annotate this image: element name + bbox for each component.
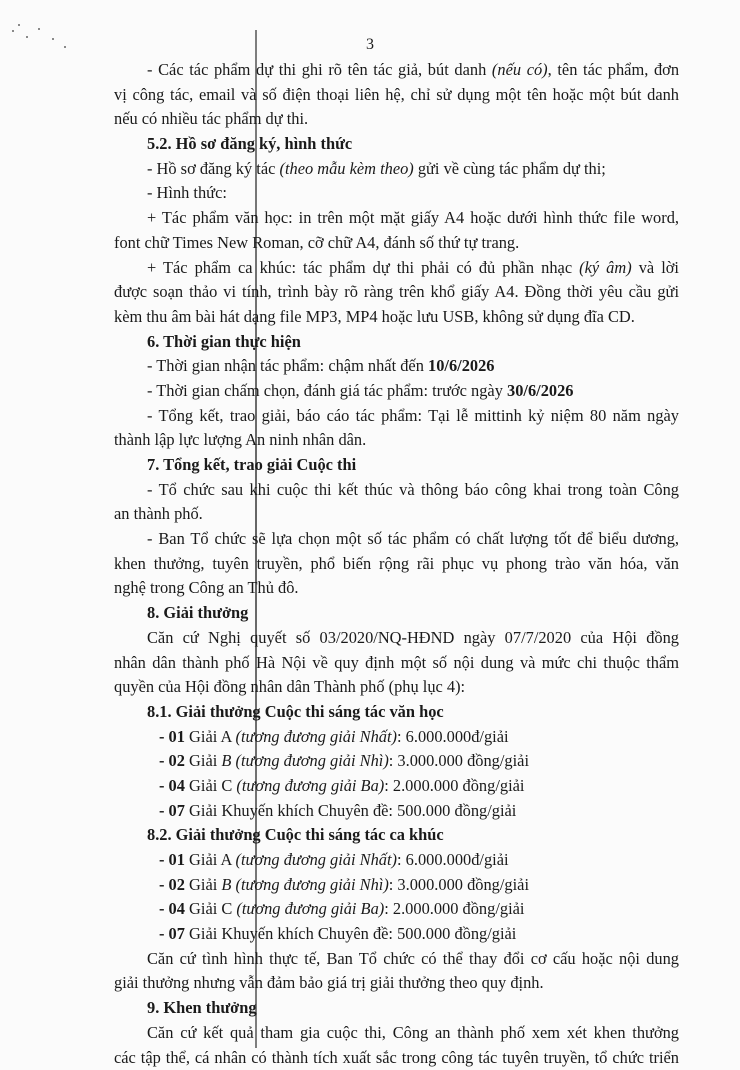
- prize-line: - 02 Giải B (tương đương giải Nhì): 3.000.000 đồng/giải: [114, 873, 679, 898]
- section-heading: 9. Khen thưởng: [114, 996, 679, 1021]
- paragraph-line: được soạn thảo vi tính, trình bày rõ ràng trên khổ giấy A4. Đồng thời yêu cầu gửi: [114, 280, 679, 305]
- paragraph-line: nghệ trong Công an Thủ đô.: [114, 576, 679, 601]
- paragraph-line: khen thưởng, tuyên truyền, phổ biến rộng rãi phục vụ phong trào văn hóa, văn: [114, 552, 679, 577]
- paragraph-line: - Các tác phẩm dự thi ghi rõ tên tác giả, bút danh (nếu có), tên tác phẩm, đơn: [114, 58, 679, 83]
- paragraph-line: - Thời gian nhận tác phẩm: chậm nhất đến 10/6/2026: [114, 354, 679, 379]
- paragraph-line: quyền của Hội đồng nhân dân Thành phố (phụ lục 4):: [114, 675, 679, 700]
- paragraph-line: + Tác phẩm văn học: in trên một mặt giấy A4 hoặc dưới hình thức file word,: [114, 206, 679, 231]
- paragraph-line: font chữ Times New Roman, cỡ chữ A4, đánh số thứ tự trang.: [114, 231, 679, 256]
- section-heading: 5.2. Hồ sơ đăng ký, hình thức: [114, 132, 679, 157]
- document-body: [114, 58, 679, 1070]
- prize-line: - 04 Giải C (tương đương giải Ba): 2.000.000 đồng/giải: [114, 774, 679, 799]
- paragraph-line: Căn cứ Nghị quyết số 03/2020/NQ-HĐND ngày 07/7/2020 của Hội đồng: [114, 626, 679, 651]
- prize-line: - 07 Giải Khuyến khích Chuyên đề: 500.000 đồng/giải: [114, 922, 679, 947]
- paragraph-line: giải thưởng nhưng vẫn đảm bảo giá trị giải thưởng theo quy định.: [114, 971, 679, 996]
- prize-line: - 02 Giải B (tương đương giải Nhì): 3.000.000 đồng/giải: [114, 749, 679, 774]
- section-heading: 6. Thời gian thực hiện: [114, 330, 679, 355]
- paragraph-line: - Thời gian chấm chọn, đánh giá tác phẩm: trước ngày 30/6/2026: [114, 379, 679, 404]
- paragraph-line: an thành phố.: [114, 502, 679, 527]
- paragraph-line: - Hình thức:: [114, 181, 679, 206]
- paragraph-line: Căn cứ tình hình thực tế, Ban Tổ chức có thể thay đổi cơ cấu hoặc nội dung: [114, 947, 679, 972]
- page-number: 3: [0, 36, 740, 54]
- paragraph-line: - Hồ sơ đăng ký tác (theo mẫu kèm theo) gửi về cùng tác phẩm dự thi;: [114, 157, 679, 182]
- subsection-heading: 8.2. Giải thưởng Cuộc thi sáng tác ca khúc: [114, 823, 679, 848]
- section-heading: 8. Giải thưởng: [114, 601, 679, 626]
- paragraph-line: kèm thu âm bài hát dạng file MP3, MP4 hoặc lưu USB, không sử dụng đĩa CD.: [114, 305, 679, 330]
- paragraph-line: thành lập lực lượng An ninh nhân dân.: [114, 428, 679, 453]
- paragraph-line: - Ban Tổ chức sẽ lựa chọn một số tác phẩm có chất lượng tốt để biểu dương,: [114, 527, 679, 552]
- paragraph-line: + Tác phẩm ca khúc: tác phẩm dự thi phải có đủ phần nhạc (ký âm) và lời: [114, 256, 679, 281]
- prize-line: - 01 Giải A (tương đương giải Nhất): 6.000.000đ/giải: [114, 725, 679, 750]
- prize-line: - 07 Giải Khuyến khích Chuyên đề: 500.000 đồng/giải: [114, 799, 679, 824]
- prize-line: - 01 Giải A (tương đương giải Nhất): 6.000.000đ/giải: [114, 848, 679, 873]
- paragraph-line: nếu có nhiều tác phẩm dự thi.: [114, 107, 679, 132]
- section-heading: 7. Tổng kết, trao giải Cuộc thi: [114, 453, 679, 478]
- paragraph-line: các tập thể, cá nhân có thành tích xuất sắc trong công tác tuyên truyền, tổ chức triển: [114, 1046, 679, 1070]
- subsection-heading: 8.1. Giải thưởng Cuộc thi sáng tác văn học: [114, 700, 679, 725]
- paragraph-line: nhân dân thành phố Hà Nội về quy định một số nội dung và mức chi thuộc thẩm: [114, 651, 679, 676]
- paragraph-line: vị công tác, email và số điện thoại liên hệ, chỉ sử dụng một tên hoặc một bút danh: [114, 83, 679, 108]
- paragraph-line: Căn cứ kết quả tham gia cuộc thi, Công an thành phố xem xét khen thưởng: [114, 1021, 679, 1046]
- paragraph-line: - Tổ chức sau khi cuộc thi kết thúc và thông báo công khai trong toàn Công: [114, 478, 679, 503]
- prize-line: - 04 Giải C (tương đương giải Ba): 2.000.000 đồng/giải: [114, 897, 679, 922]
- paragraph-line: - Tổng kết, trao giải, báo cáo tác phẩm: Tại lễ mittinh kỷ niệm 80 năm ngày: [114, 404, 679, 429]
